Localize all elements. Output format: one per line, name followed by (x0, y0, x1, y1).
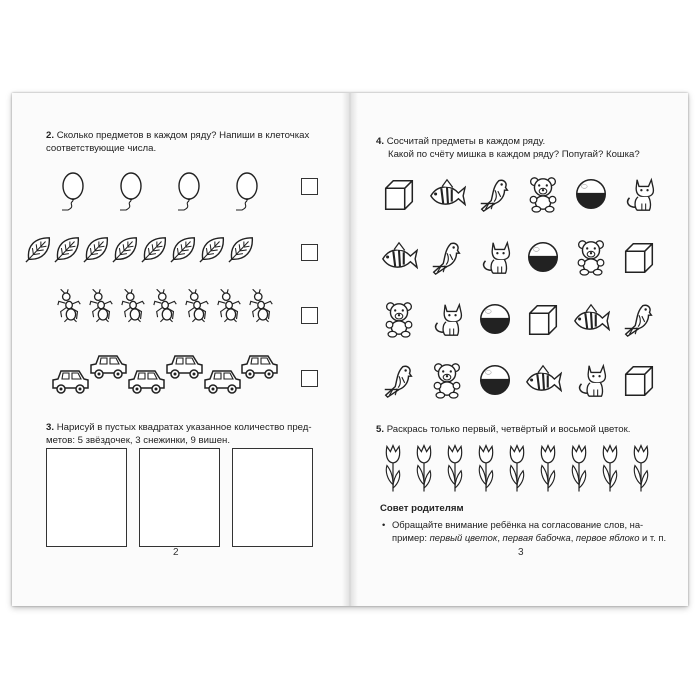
task-5-line: Раскрась только первый, четвёртый и восьмой цветок. (386, 424, 631, 435)
advice-line1: Обращайте внимание ребёнка на согласование слов, на- (392, 519, 644, 530)
tulip-icon[interactable] (597, 443, 623, 495)
tulip-icon[interactable] (535, 443, 561, 495)
leaf-icon (228, 235, 256, 263)
parrot-icon (380, 361, 418, 399)
bear-icon (524, 175, 562, 213)
page-number-left: 2 (173, 547, 179, 558)
leaf-icon (54, 235, 82, 263)
cube-icon (380, 175, 418, 213)
ball-icon (476, 361, 514, 399)
ball-icon (524, 238, 562, 276)
cat-icon (428, 300, 466, 338)
balloon-icon (116, 171, 146, 213)
advice-line2-prefix: пример: (392, 532, 430, 543)
book-spine (342, 93, 358, 606)
ant-icon (120, 289, 148, 323)
ball-icon (476, 300, 514, 338)
answer-box-cars[interactable] (301, 370, 318, 387)
balloon-icon (232, 171, 262, 213)
fish-icon (380, 238, 418, 276)
cube-icon (620, 238, 658, 276)
advice-suffix: и т. п. (639, 532, 667, 543)
task-2-line2: соответствующие числа. (46, 143, 157, 154)
ball-icon (572, 175, 610, 213)
car-icon (164, 351, 204, 381)
leaf-icon (112, 235, 140, 263)
ant-icon (216, 289, 244, 323)
leaf-icon (83, 235, 111, 263)
cat-icon (620, 175, 658, 213)
ant-icon (56, 289, 84, 323)
task-5-number: 5. (376, 424, 385, 435)
task-4-line1: Сосчитай предметы в каждом ряду. (386, 136, 546, 147)
car-icon (202, 366, 242, 396)
leaf-icon (170, 235, 198, 263)
fish-icon (428, 175, 466, 213)
bullet-icon: • (382, 519, 386, 530)
task-3-line2: метов: 5 звёздочек, 3 снежинки, 9 вишен. (46, 435, 231, 446)
cat-icon (476, 238, 514, 276)
cube-icon (524, 300, 562, 338)
parrot-icon (428, 238, 466, 276)
tulip-icon[interactable] (411, 443, 437, 495)
draw-box-stars[interactable] (46, 448, 127, 547)
task-2-number: 2. (46, 130, 55, 141)
task-4-number: 4. (376, 136, 385, 147)
page-number-right: 3 (518, 547, 524, 558)
ant-icon (88, 289, 116, 323)
task-3-text (46, 421, 342, 447)
advice-sep-2: , (570, 532, 576, 543)
parent-advice-text (380, 518, 676, 544)
task-5-text (376, 423, 676, 436)
task-2-text (46, 129, 346, 155)
fish-icon (572, 300, 610, 338)
tulip-icon[interactable] (504, 443, 530, 495)
ant-icon (152, 289, 180, 323)
advice-example-3: первое яблоко (575, 532, 640, 543)
car-icon (126, 366, 166, 396)
bear-icon (428, 361, 466, 399)
ant-icon (184, 289, 212, 323)
balloon-icon (58, 171, 88, 213)
car-icon (88, 351, 128, 381)
leaf-icon (141, 235, 169, 263)
leaf-icon (25, 235, 53, 263)
cube-icon (620, 361, 658, 399)
task-4-text (376, 135, 676, 161)
tulip-icon[interactable] (442, 443, 468, 495)
fish-icon (524, 361, 562, 399)
cat-icon (572, 361, 610, 399)
tulip-icon[interactable] (566, 443, 592, 495)
balloon-icon (174, 171, 204, 213)
open-workbook (12, 93, 688, 606)
leaf-icon (199, 235, 227, 263)
advice-example-1: первый цветок (429, 532, 498, 543)
left-page (12, 93, 350, 606)
tulip-icon[interactable] (628, 443, 654, 495)
tulip-icon[interactable] (473, 443, 499, 495)
ant-icon (248, 289, 276, 323)
parrot-icon (476, 175, 514, 213)
advice-sep-1: , (497, 532, 503, 543)
car-icon (50, 366, 90, 396)
bear-icon (380, 300, 418, 338)
task-4-line2: Какой по счёту мишка в каждом ряду? Попугай? Кошка? (388, 149, 640, 160)
task-3-number: 3. (46, 422, 55, 433)
task-2-line1: Сколько предметов в каждом ряду? Напиши в клеточках (56, 130, 310, 141)
advice-example-2: первая бабочка (502, 532, 571, 543)
draw-box-snowflakes[interactable] (139, 448, 220, 547)
answer-box-leaves[interactable] (301, 244, 318, 261)
right-page (350, 93, 688, 606)
draw-box-cherries[interactable] (232, 448, 313, 547)
car-icon (239, 351, 279, 381)
answer-box-ants[interactable] (301, 307, 318, 324)
tulip-icon[interactable] (380, 443, 406, 495)
parrot-icon (620, 300, 658, 338)
parent-advice-title: Совет родителям (380, 503, 464, 514)
answer-box-balloons[interactable] (301, 178, 318, 195)
task-3-line1: Нарисуй в пустых квадратах указанное количество пред- (56, 422, 312, 433)
bear-icon (572, 238, 610, 276)
